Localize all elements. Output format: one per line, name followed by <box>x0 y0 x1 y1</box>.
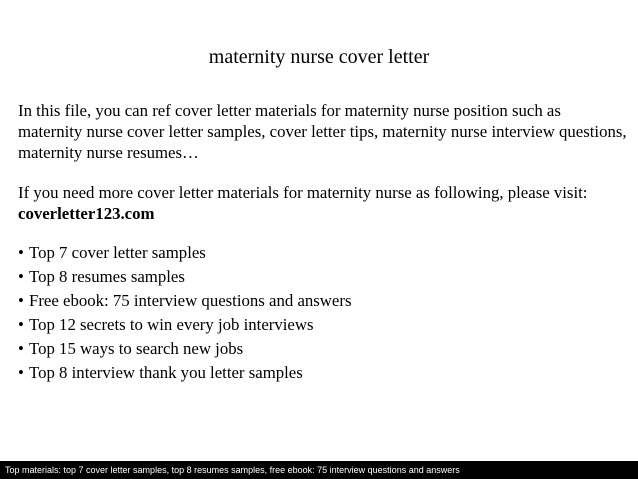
page-title: maternity nurse cover letter <box>208 46 430 68</box>
list-item-label: Top 7 cover letter samples <box>29 243 206 262</box>
list-item-label: Top 12 secrets to win every job interviews <box>29 315 314 334</box>
list-item-label: Top 15 ways to search new jobs <box>29 339 244 358</box>
list-item <box>18 337 352 361</box>
list-item <box>18 313 352 337</box>
list-item <box>18 265 352 289</box>
list-item-label: Free ebook: 75 interview questions and answers <box>29 291 352 310</box>
materials-list <box>18 241 352 385</box>
intro-paragraph: In this file, you can ref cover letter materials for maternity nurse position such as maternity nurse cover letter samples, cover letter tips, maternity nurse interview questions, maternity nurse resumes… <box>18 101 627 162</box>
bullet-icon: • <box>18 315 24 334</box>
bullet-icon: • <box>18 243 24 262</box>
list-item <box>18 241 352 265</box>
bullet-icon: • <box>18 267 24 286</box>
coverletter-link[interactable]: coverletter123.com <box>18 204 155 223</box>
bullet-icon: • <box>18 363 24 382</box>
list-item-label: Top 8 interview thank you letter samples <box>29 363 303 382</box>
list-item-label: Top 8 resumes samples <box>29 267 185 286</box>
list-item <box>18 289 352 313</box>
visit-text: If you need more cover letter materials for maternity nurse as following, please visit: <box>18 183 588 202</box>
bullet-icon: • <box>18 291 24 310</box>
visit-paragraph <box>18 182 630 224</box>
footer-bar: Top materials: top 7 cover letter samples, top 8 resumes samples, free ebook: 75 interview questions and answers <box>0 461 638 479</box>
list-item <box>18 361 352 385</box>
bullet-icon: • <box>18 339 24 358</box>
